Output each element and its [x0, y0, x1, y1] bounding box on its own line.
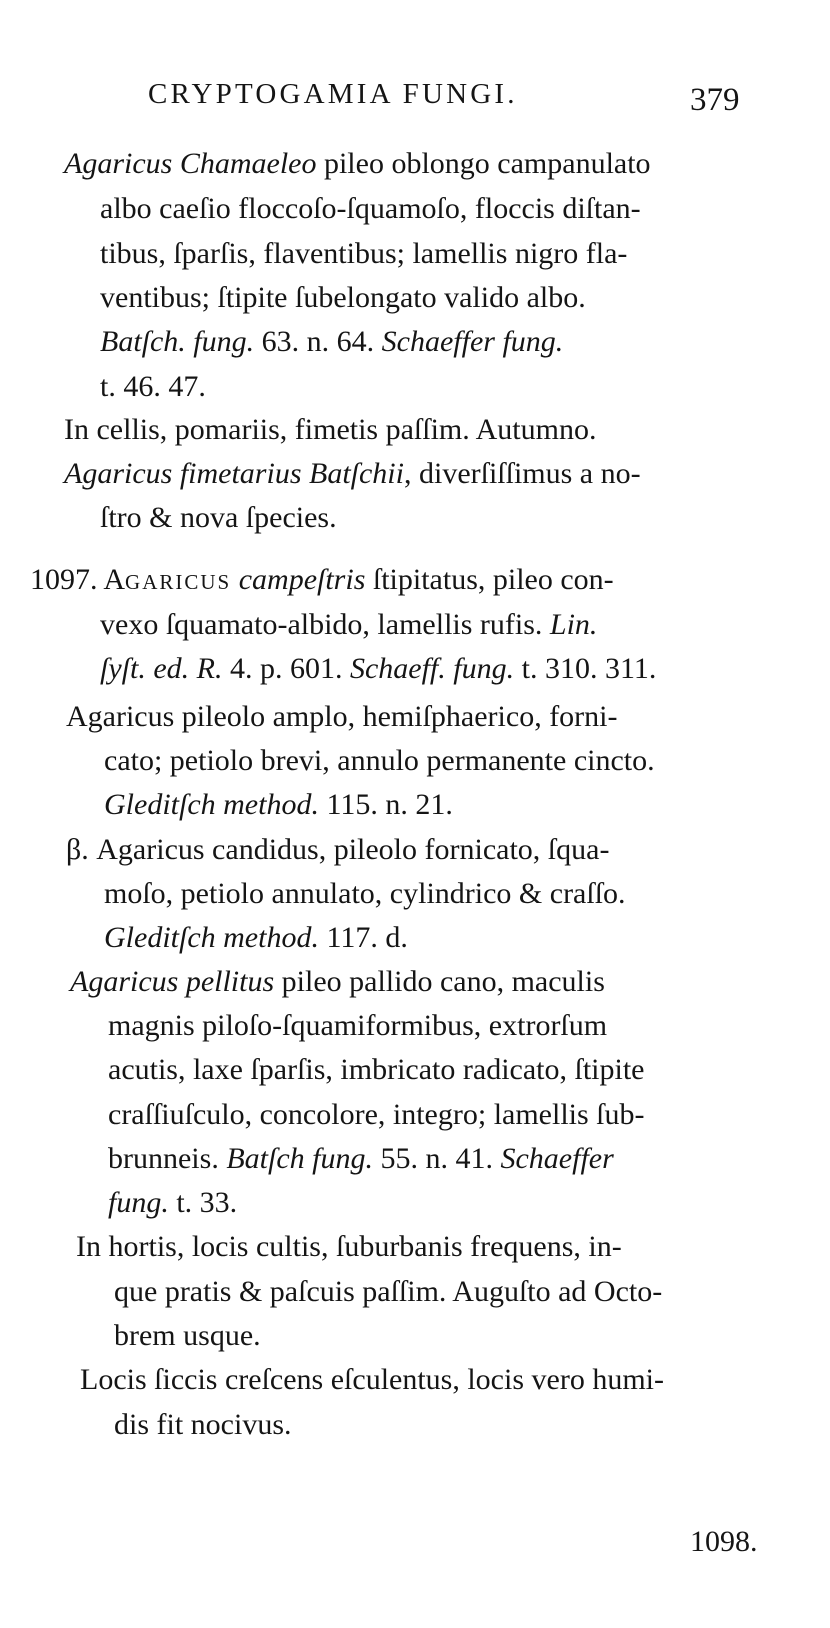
text-line: [108, 1053, 644, 1088]
text-segment: albo caeſio floccoſo-ſquamoſo, floccis diſtan-: [100, 192, 641, 225]
italic-text: ſyſt. ed. R.: [100, 652, 223, 685]
text-segment: 55. n. 41.: [372, 1142, 501, 1175]
text-segment: 63. n. 64.: [254, 325, 382, 358]
text-line: [104, 877, 626, 912]
text-segment: GARICUS: [125, 570, 232, 594]
text-line: [100, 192, 641, 227]
italic-text: Schaeff. fung.: [349, 652, 515, 685]
text-segment: In hortis, locis cultis, ſuburbanis frequens, in-: [76, 1230, 622, 1263]
text-segment: brunneis.: [108, 1142, 227, 1175]
text-line: [114, 1319, 261, 1354]
text-line: [108, 1098, 645, 1133]
italic-text: Agaricus fimetarius Batſchii: [64, 457, 404, 490]
text-line: [108, 1186, 237, 1221]
text-line: [64, 413, 596, 448]
italic-text: Agaricus pellitus: [70, 965, 275, 998]
italic-text: Gleditſch method.: [104, 921, 319, 954]
italic-text: Agaricus Chamaeleo: [64, 147, 317, 180]
text-line: [100, 370, 206, 405]
text-line: [108, 1009, 607, 1044]
italic-text: Batſch. fung.: [100, 325, 255, 358]
text-line: [100, 325, 563, 360]
text-segment: t. 310. 311.: [514, 652, 657, 685]
text-line: [64, 147, 651, 182]
italic-text: campeſtris: [238, 563, 366, 596]
text-line: [66, 700, 618, 735]
text-segment: [231, 563, 239, 596]
italic-text: fung.: [108, 1186, 169, 1219]
italic-text: Lin.: [549, 608, 598, 641]
text-line: [76, 1230, 622, 1265]
text-segment: ſtro & nova ſpecies.: [100, 501, 337, 534]
text-line: [100, 281, 586, 316]
page-number: 379: [690, 82, 740, 118]
text-segment: magnis piloſo-ſquamiformibus, extrorſum: [108, 1009, 608, 1042]
text-segment: 4. p. 601.: [222, 652, 350, 685]
text-segment: ventibus; ſtipite ſubelongato valido albo.: [100, 281, 586, 314]
italic-text: Batſch fung.: [226, 1142, 373, 1175]
text-line: [30, 563, 614, 598]
text-segment: Locis ſiccis creſcens eſculentus, locis vero humi-: [80, 1363, 664, 1396]
text-line: [100, 652, 656, 687]
italic-text: Gleditſch method.: [104, 788, 319, 821]
italic-text: Schaeffer fung.: [381, 325, 564, 358]
running-head: CRYPTOGAMIA FUNGI.: [148, 78, 518, 110]
text-segment: craſſiuſculo, concolore, integro; lamellis ſub-: [108, 1098, 645, 1131]
text-segment: , diverſiſſimus a no-: [403, 457, 641, 490]
text-line: [66, 833, 609, 868]
text-segment: t. 46. 47.: [100, 370, 206, 403]
text-segment: dis fit nocivus.: [114, 1408, 292, 1441]
text-segment: ſtipitatus, pileo con-: [365, 563, 614, 596]
text-segment: 117. d.: [318, 921, 408, 954]
catchword: 1098.: [690, 1525, 758, 1558]
text-segment: brem usque.: [114, 1319, 261, 1352]
text-segment: β. Agaricus candidus, pileolo fornicato, ſqua-: [66, 833, 610, 866]
text-line: [108, 1142, 614, 1177]
text-line: [80, 1363, 664, 1398]
text-segment: A: [103, 563, 126, 596]
text-line: [100, 501, 337, 536]
text-line: [104, 788, 453, 823]
text-line: [64, 457, 641, 492]
text-line: [114, 1408, 292, 1443]
text-segment: 115. n. 21.: [318, 788, 453, 821]
text-segment: moſo, petiolo annulato, cylindrico & craſſo.: [104, 877, 626, 910]
text-segment: Agaricus pileolo amplo, hemiſphaerico, forni-: [66, 700, 618, 733]
text-segment: pileo oblongo campanulato: [316, 147, 651, 180]
text-segment: In cellis, pomariis, fimetis paſſim. Autumno.: [64, 413, 597, 446]
text-line: [114, 1275, 662, 1310]
text-line: [104, 744, 655, 779]
text-line: [100, 608, 597, 643]
text-line: [70, 965, 605, 1000]
text-line: [104, 921, 408, 956]
text-segment: acutis, laxe ſparſis, imbricato radicato, ſtipite: [108, 1053, 645, 1086]
text-segment: tibus, ſparſis, flaventibus; lamellis nigro fla-: [100, 237, 628, 270]
text-segment: vexo ſquamato-albido, lamellis rufis.: [100, 608, 550, 641]
text-segment: 1097.: [30, 563, 104, 596]
text-segment: cato; petiolo brevi, annulo permanente cincto.: [104, 744, 655, 777]
italic-text: Schaeffer: [500, 1142, 614, 1175]
text-segment: que pratis & paſcuis paſſim. Auguſto ad Octo-: [114, 1275, 663, 1308]
text-segment: pileo pallido cano, maculis: [274, 965, 605, 998]
text-segment: t. 33.: [168, 1186, 238, 1219]
text-line: [100, 237, 627, 272]
